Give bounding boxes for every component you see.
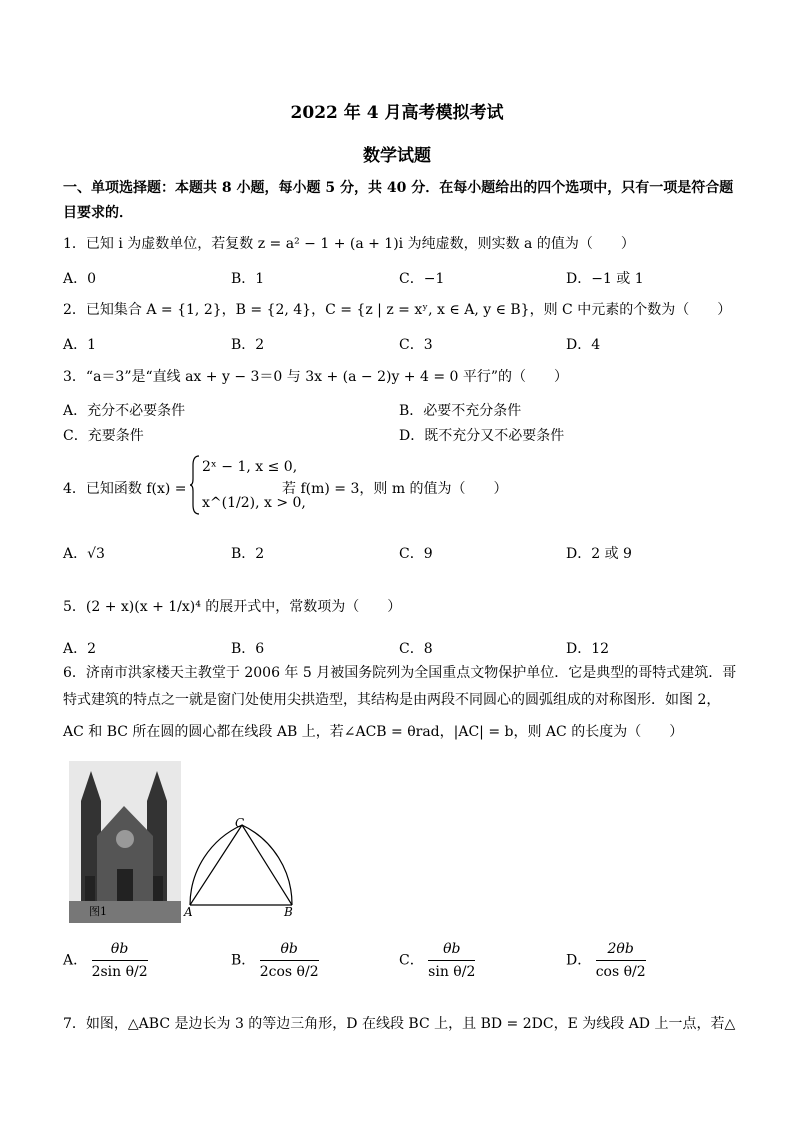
- q1-option-a: A．0: [63, 271, 97, 287]
- q3-option-c: C．充要条件: [63, 428, 144, 444]
- section-heading-line2: 目要求的．: [63, 205, 133, 221]
- denominator: 2sin θ/2: [91, 964, 148, 980]
- q3-option-d: D．既不充分又不必要条件: [399, 428, 565, 444]
- fraction: [92, 938, 148, 983]
- denominator: sin θ/2: [428, 964, 476, 980]
- question-4-prefix: 4．已知函数 f(x) =: [63, 481, 187, 497]
- numerator: θb: [260, 938, 319, 961]
- question-2-stem: 2．已知集合 A = {1, 2}，B = {2, 4}，C = {z | z = xʸ, x ∈ A, y ∈ B}，则 C 中元素的个数为（ ）: [63, 302, 732, 318]
- q6-option-b-letter: B．: [231, 952, 256, 969]
- question-1-stem: 1．已知 i 为虚数单位，若复数 z = a² − 1 + (a + 1)i 为纯虚数，则实数 a 的值为（ ）: [63, 236, 635, 252]
- fraction: [260, 938, 319, 983]
- numerator: θb: [428, 938, 475, 961]
- q4-option-d: D．2 或 9: [566, 546, 632, 562]
- question-4-suffix: 若 f(m) = 3，则 m 的值为（ ）: [282, 481, 508, 497]
- numerator: 2θb: [596, 938, 646, 961]
- question-6-line-2: 特式建筑的特点之一就是窗门处使用尖拱造型，其结构是由两段不同圆心的圆弧组成的对称图形．如图 2，: [63, 692, 721, 708]
- q2-option-c: C．3: [399, 337, 433, 353]
- piecewise-case-2: x^(1/2), x > 0,: [202, 495, 306, 511]
- denominator: cos θ/2: [595, 964, 646, 980]
- segment-ac: [190, 825, 242, 905]
- q5-option-d: D．12: [566, 641, 610, 657]
- q4-option-c: C．9: [399, 546, 433, 562]
- page-subtitle: 数学试题: [363, 146, 431, 166]
- question-6-line-3: AC 和 BC 所在圆的圆心都在线段 AB 上，若∠ACB = θrad，|AC| = b，则 AC 的长度为（ ）: [63, 724, 684, 740]
- question-7-stem: 7．如图，△ABC 是边长为 3 的等边三角形，D 在线段 BC 上，且 BD = 2DC，E 为线段 AD 上一点，若△: [63, 1016, 736, 1032]
- q6-option-a: [63, 938, 148, 983]
- cathedral-photo: [69, 761, 181, 923]
- q2-option-b: B．2: [231, 337, 265, 353]
- q2-option-d: D．4: [566, 337, 601, 353]
- gothic-arch-diagram: [180, 815, 300, 920]
- q1-option-b: B．1: [231, 271, 265, 287]
- section-heading-line1: 一、单项选择题：本题共 8 小题，每小题 5 分，共 40 分．在每小题给出的四个选项中，只有一项是符合题: [63, 180, 734, 196]
- q5-option-a: A．2: [63, 641, 97, 657]
- q3-option-a: A．充分不必要条件: [63, 403, 186, 419]
- segment-bc: [242, 825, 292, 905]
- q6-option-c-letter: C．: [399, 952, 424, 969]
- page-title: 2022 年 4 月高考模拟考试: [290, 103, 504, 123]
- q5-option-c: C．8: [399, 641, 433, 657]
- q6-option-d-letter: D．: [566, 952, 592, 969]
- q4-option-b: B．2: [231, 546, 265, 562]
- piecewise-brace: [190, 455, 200, 515]
- q1-option-d: D．−1 或 1: [566, 271, 644, 287]
- q6-option-c: [399, 938, 475, 983]
- piecewise-case-1: 2ˣ − 1, x ≤ 0,: [202, 459, 298, 475]
- q6-option-a-letter: A．: [63, 952, 88, 969]
- denominator: 2cos θ/2: [259, 964, 319, 980]
- q5-option-b: B．6: [231, 641, 265, 657]
- q4-option-a: A．√3: [63, 546, 105, 562]
- question-3-stem: 3．“a＝3”是“直线 ax + y − 3＝0 与 3x + (a − 2)y + 4 = 0 平行”的（ ）: [63, 369, 569, 385]
- cathedral-silhouette: [69, 761, 181, 923]
- photo-caption: 图1: [89, 905, 107, 918]
- numerator: θb: [92, 938, 148, 961]
- label-c: C: [235, 816, 245, 830]
- q3-option-b: B．必要不充分条件: [399, 403, 522, 419]
- fraction: [596, 938, 646, 983]
- q6-option-b: [231, 938, 319, 983]
- question-6-line-1: 6．济南市洪家楼天主教堂于 2006 年 5 月被国务院列为全国重点文物保护单位．它是典型的哥特式建筑．哥: [63, 665, 737, 681]
- question-5-stem: 5．(2 + x)(x + 1/x)⁴ 的展开式中，常数项为（ ）: [63, 599, 402, 615]
- q6-option-d: [566, 938, 646, 983]
- label-b: B: [284, 905, 293, 919]
- fraction: [428, 938, 475, 983]
- q2-option-a: A．1: [63, 337, 97, 353]
- label-a: A: [184, 905, 193, 919]
- q1-option-c: C．−1: [399, 271, 445, 287]
